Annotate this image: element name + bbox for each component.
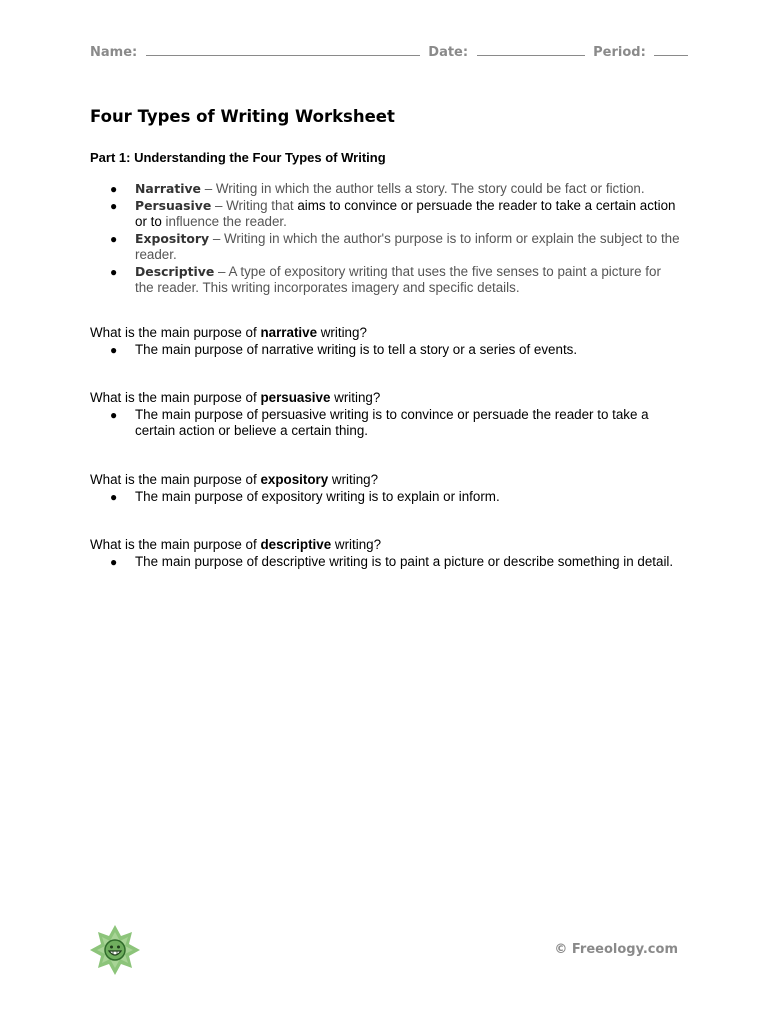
question-suffix: writing?	[331, 537, 382, 552]
definition-text: Writing in which the author's purpose is to inform or explain the subject to the reader.	[135, 230, 680, 262]
question-keyword: narrative	[260, 325, 318, 340]
bullet-icon: ●	[110, 231, 118, 246]
answer-item	[90, 407, 680, 440]
flower-face-logo-icon	[88, 923, 142, 977]
question-text	[90, 325, 680, 342]
student-info-line	[90, 45, 690, 60]
bullet-icon: ●	[110, 407, 118, 422]
definition-descriptive	[90, 264, 680, 297]
question-suffix: writing?	[328, 472, 379, 487]
answer-item	[90, 489, 680, 506]
bullet-icon: ●	[110, 198, 118, 213]
definition-text: Writing that	[226, 197, 298, 213]
question-text	[90, 472, 680, 489]
date-label: Date:	[428, 45, 469, 60]
name-label: Name:	[90, 45, 138, 60]
question-keyword: persuasive	[260, 390, 331, 405]
answer-item	[90, 342, 680, 359]
question-prefix: What is the main purpose of	[90, 537, 261, 552]
definition-term: Persuasive	[135, 197, 212, 213]
period-label: Period:	[593, 45, 646, 60]
definition-dash: –	[200, 181, 216, 196]
definition-expository	[90, 231, 680, 264]
bullet-icon: ●	[110, 489, 118, 504]
question-narrative	[90, 325, 680, 358]
question-suffix: writing?	[330, 390, 381, 405]
date-blank[interactable]	[477, 54, 585, 56]
definition-text: A type of expository writing that uses the five senses to paint a picture for the reader. This writing incorporates imagery and specific details.	[135, 263, 661, 295]
definition-text: Writing in which the author tells a story. The story could be fact or fiction.	[215, 181, 645, 196]
question-keyword: descriptive	[260, 537, 332, 552]
bullet-icon: ●	[110, 264, 118, 279]
definition-narrative	[90, 181, 680, 198]
question-suffix: writing?	[317, 325, 367, 340]
answer-item	[90, 554, 680, 571]
footer-credit: © Freeology.com	[554, 942, 678, 957]
question-keyword: expository	[260, 472, 329, 487]
definition-term: Descriptive	[135, 263, 215, 279]
definition-text: influence the reader.	[165, 214, 287, 229]
bullet-icon: ●	[110, 554, 118, 569]
definition-persuasive	[90, 198, 680, 231]
bullet-icon: ●	[110, 342, 118, 357]
definition-dash: –	[211, 197, 227, 213]
definition-dash: –	[209, 230, 224, 246]
definition-text: aims to convince or persuade the reader to take a certain action or to	[135, 197, 676, 229]
answer-text: The main purpose of descriptive writing is to paint a picture or describe something in detail.	[135, 553, 674, 569]
bullet-icon: ●	[110, 182, 118, 196]
definition-term: Expository	[135, 230, 210, 246]
worksheet-title: Four Types of Writing Worksheet	[90, 107, 395, 126]
question-text	[90, 390, 680, 407]
question-expository	[90, 472, 680, 505]
definitions-list	[90, 181, 680, 297]
question-prefix: What is the main purpose of	[90, 390, 261, 405]
definition-term: Narrative	[135, 181, 201, 196]
question-text	[90, 537, 680, 554]
definition-dash: –	[214, 263, 229, 279]
period-blank[interactable]	[654, 54, 688, 56]
question-prefix: What is the main purpose of	[90, 472, 261, 487]
question-persuasive	[90, 390, 680, 440]
name-blank[interactable]	[146, 54, 420, 56]
answer-text: The main purpose of narrative writing is to tell a story or a series of events.	[135, 341, 578, 357]
part-heading: Part 1: Understanding the Four Types of Writing	[90, 150, 386, 165]
question-prefix: What is the main purpose of	[90, 325, 261, 340]
answer-text: The main purpose of persuasive writing is to convince or persuade the reader to take a certain action or believe a certain thing.	[135, 406, 649, 438]
question-descriptive	[90, 537, 680, 570]
answer-text: The main purpose of expository writing is to explain or inform.	[135, 488, 500, 504]
